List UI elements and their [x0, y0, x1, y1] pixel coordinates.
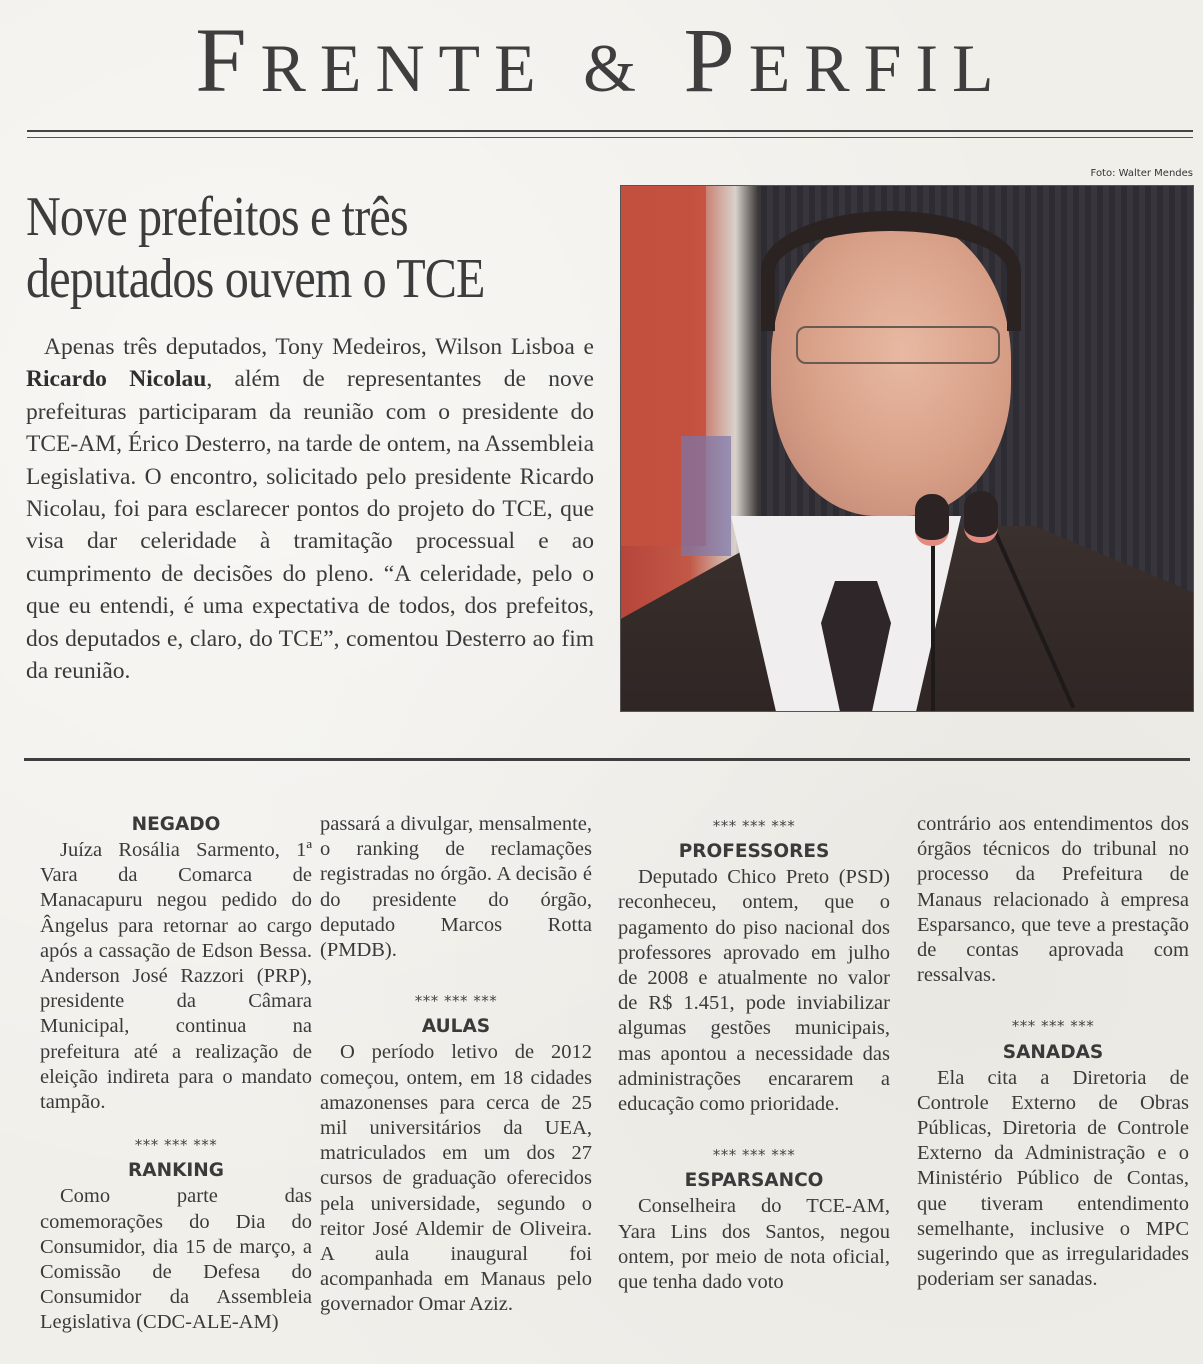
note-kicker-ranking: RANKING	[128, 1160, 224, 1182]
note-kicker-sanadas: SANADAS	[1002, 1041, 1104, 1063]
note-body-ranking-part1: Como parte das comemorações do Dia do Consumidor, dia 15 de março, a Comissão de Defesa do Consumidor da Assembleia Legislativa (CDC-ALE-AM)	[40, 1185, 312, 1334]
body-text-start: Apenas três deputados, Tony Medeiros, Wilson Lisboa e	[44, 334, 594, 360]
body-text-rest: , além de representantes de nove prefeituras participaram da reunião com o presidente do TCE-AM, Érico Desterro, na tarde de ontem, na Assembleia Legislativa. O encontro, solicitado pelo presidente Ricardo Nicolau, foi para esclarecer pontos do projeto do TCE, que visa dar celeridade à tramitação processual e ao cumprimento de decisões do pleno. “A celeridade, pelo o que eu entendi, é uma expectativa de todos, dos prefeitos, dos deputados e, claro, do TCE”, comentou Desterro ao fim da reunião.	[26, 366, 594, 685]
note-body-esparsanco-part1: Conselheira do TCE-AM, Yara Lins dos Santos, negou ontem, por meio de nota oficial, que tenha dado voto	[618, 1195, 890, 1294]
note-separator: *** *** ***	[1011, 1017, 1095, 1036]
notes-column-1	[40, 812, 312, 1336]
masthead-word-frente: RENTE	[260, 30, 550, 106]
note-kicker-professores: PROFESSORES	[678, 841, 830, 863]
note-body-aulas: O período letivo de 2012 começou, ontem, em 18 cidades amazonenses para cerca de 25 mil universitários da UEA, matriculados em um dos 27 cursos de graduação oferecidos pela universidade, segundo o reitor José Aldemir de Oliveira. A aula inaugural foi acompanhada em Manaus pelo governador Omar Aziz.	[320, 1041, 592, 1316]
body-bold-name: Ricardo Nicolau	[26, 366, 207, 393]
note-separator: *** *** ***	[414, 992, 498, 1011]
note-separator: *** *** ***	[712, 1146, 796, 1165]
headline-line-2: deputados ouvem o TCE	[26, 248, 485, 310]
section-masthead	[0, 10, 1203, 118]
note-body-esparsanco-part2: contrário aos entendimentos dos órgãos técnicos do tribunal no processo da Prefeitura de Manaus relacionado à empresa Esparsanco, que teve a prestação de contas aprovada com ressalvas.	[917, 813, 1189, 987]
photo-hair	[761, 211, 1021, 331]
masthead-initial-f: F	[195, 9, 261, 111]
masthead-ampersand: &	[583, 30, 651, 106]
microphone-icon	[915, 494, 949, 546]
note-kicker-esparsanco: ESPARSANCO	[684, 1170, 824, 1192]
masthead-double-rule	[27, 130, 1193, 138]
portrait-photo	[620, 185, 1194, 712]
note-body-ranking-part2: passará a divulgar, mensalmente, o ranking de reclamações registradas no órgão. A decisão é do presidente do órgão, deputado Marcos Rotta (PMDB).	[320, 813, 592, 962]
photo-glasses	[796, 326, 1000, 364]
main-story-body	[26, 331, 594, 687]
masthead-word-perfil: ERFIL	[748, 30, 1008, 106]
masthead-initial-p: P	[683, 9, 749, 111]
note-separator: *** *** ***	[712, 817, 796, 835]
photo-credit: Foto: Walter Mendes	[1090, 168, 1193, 179]
photo-flag-blue	[681, 436, 731, 556]
note-kicker-aulas: AULAS	[421, 1016, 491, 1038]
note-body-negado: Juíza Rosália Sarmento, 1ª Vara da Comarca de Manacapuru negou pedido do Ângelus para retornar ao cargo após a cassação de Edson Bessa. Anderson José Razzori (PRP), presidente da Câmara Municipal, continua na prefeitura até a realização de eleição indireta para o mandato tampão.	[40, 839, 312, 1114]
headline-line-1: Nove prefeitos e três	[26, 186, 408, 248]
notes-column-3	[618, 812, 890, 1295]
note-separator: *** *** ***	[134, 1136, 218, 1155]
section-divider-rule	[24, 758, 1190, 761]
notes-column-2	[320, 812, 592, 1318]
main-story-paragraph	[26, 331, 594, 687]
note-body-sanadas: Ela cita a Diretoria de Controle Externo de Obras Públicas, Diretoria de Controle Externo da Administração e o Ministério Público de Contas, que tiveram entendimento semelhante, inclusive o MPC sugerindo que as irregularidades poderiam ser sanadas.	[917, 1066, 1189, 1291]
microphone-icon	[964, 491, 998, 543]
main-headline	[26, 186, 525, 310]
note-body-professores: Deputado Chico Preto (PSD) reconheceu, ontem, que o pagamento do piso nacional dos professores aprovado em julho de 2008 e atualmente no valor de R$ 1.451, pode inviabilizar algumas gestões municipais, mas apontou a necessidade das administrações encararem a educação como prioridade.	[618, 866, 890, 1116]
notes-column-4	[917, 812, 1189, 1292]
note-kicker-negado: NEGADO	[131, 814, 221, 835]
